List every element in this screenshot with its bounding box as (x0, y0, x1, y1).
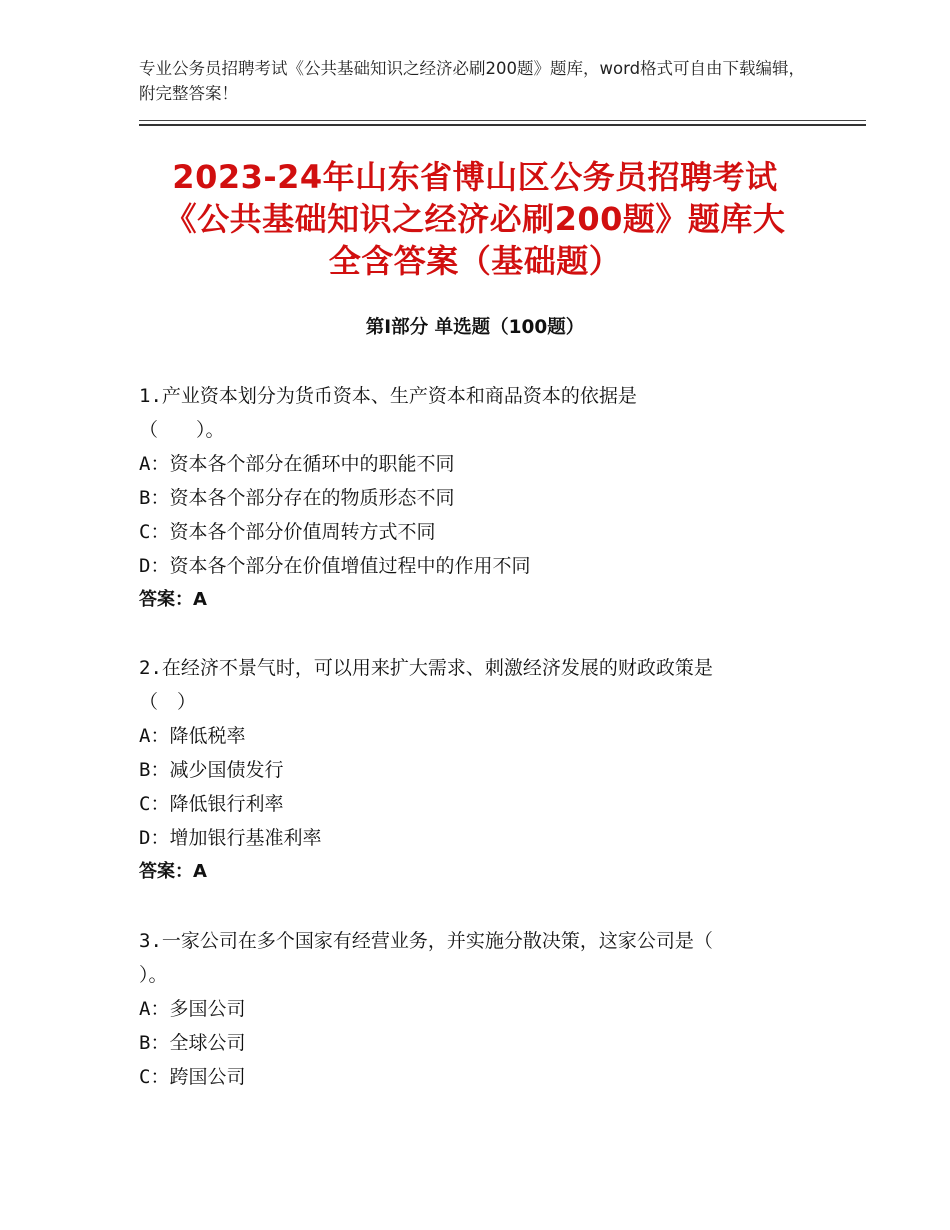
option-b: B：资本各个部分存在的物质形态不同 (139, 487, 455, 509)
answer: 答案：A (139, 589, 207, 610)
document-title (120, 156, 830, 282)
header-note: 专业公务员招聘考试《公共基础知识之经济必刷200题》题库，word格式可自由下载编辑，附完整答案！ (139, 59, 806, 103)
option-c: C：降低银行利率 (139, 793, 284, 815)
section-title: 第Ⅰ部分 单选题（100题） (365, 317, 585, 338)
option-a: A：降低税率 (139, 725, 246, 747)
question-3 (139, 924, 804, 1094)
question-stem-continued: （ ）。 (139, 419, 225, 441)
title-line-2: 《公共基础知识之经济必刷200题》题库大 (164, 200, 786, 238)
question-2 (139, 651, 804, 889)
header-divider-thin (139, 120, 866, 121)
question-1 (139, 379, 804, 617)
question-stem: 3.一家公司在多个国家有经营业务，并实施分散决策，这家公司是（ (139, 930, 713, 952)
header-divider-thick (139, 124, 866, 126)
option-c: C：跨国公司 (139, 1066, 246, 1088)
option-a: A：多国公司 (139, 998, 246, 1020)
option-b: B：减少国债发行 (139, 759, 284, 781)
option-d: D：资本各个部分在价值增值过程中的作用不同 (139, 555, 531, 577)
option-a: A：资本各个部分在循环中的职能不同 (139, 453, 455, 475)
option-d: D：增加银行基准利率 (139, 827, 322, 849)
answer: 答案：A (139, 861, 207, 882)
option-c: C：资本各个部分价值周转方式不同 (139, 521, 436, 543)
question-stem: 1.产业资本划分为货币资本、生产资本和商品资本的依据是 (139, 385, 637, 407)
title-line-3: 全含答案（基础题） (328, 242, 622, 280)
option-b: B：全球公司 (139, 1032, 246, 1054)
question-stem: 2.在经济不景气时，可以用来扩大需求、刺激经济发展的财政政策是 (139, 657, 713, 679)
question-stem-continued: （ ） (139, 691, 197, 713)
question-stem-continued: ）。 (139, 964, 168, 986)
title-line-1: 2023-24年山东省博山区公务员招聘考试 (172, 158, 778, 196)
